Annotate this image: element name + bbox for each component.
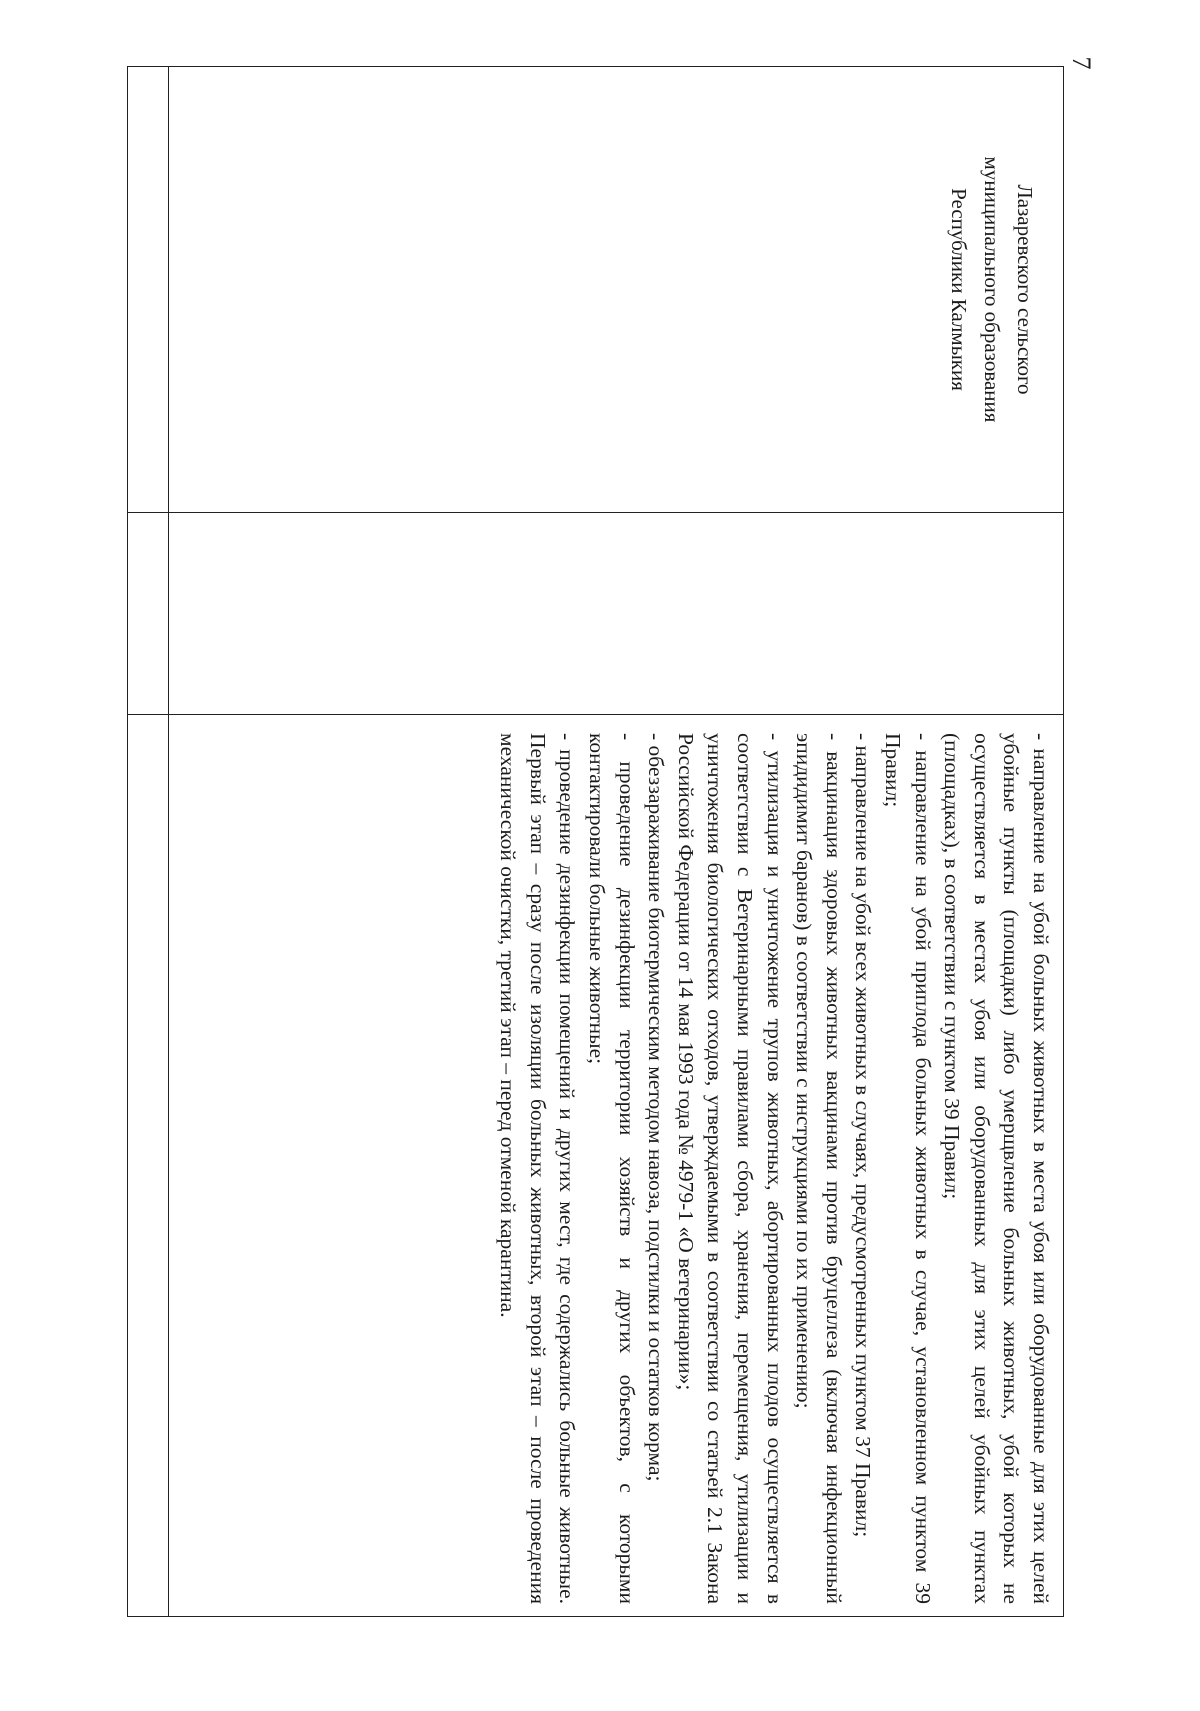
organization-line: Лазаревского сельского <box>1013 184 1037 395</box>
table-row <box>128 67 169 1617</box>
measures-table <box>127 66 1064 1617</box>
organization-cell <box>169 67 1064 513</box>
rotated-sheet <box>130 66 1064 1616</box>
empty-cell <box>128 67 169 513</box>
measure-item: - проведение дезинфекции помещений и других мест, где содержались больные животные. Первый этап – сразу после изоляции больных животных, второй этап – после проведения механической очистки, третий этап – перед отменой карантина. <box>496 733 580 1604</box>
measure-item: - обеззараживание биотермическим методом навоза, подстилки и остатков корма; <box>644 733 669 1482</box>
measure-item: - проведение дезинфекции территории хозяйств и других объектов, с которыми контактировали больные животные; <box>585 733 639 1604</box>
empty-cell <box>169 513 1064 715</box>
organization-block <box>942 67 1063 512</box>
measures-cell <box>169 715 1064 1617</box>
measure-item: - направление на убой больных животных в места убоя или оборудованные для этих целей убойные пункты (площадки) либо умерщвление больных животных, убой которых не осуществляется в местах убоя или оборудованных для этих целей убойных пунктах (площадках), в соответствии с пунктом 39 Правил; <box>940 733 1053 1604</box>
organization-line: муниципального образования <box>980 156 1004 423</box>
page-number: 7 <box>1067 56 1096 70</box>
measure-item: - направление на убой приплода больных животных в случае, установленном пунктом 39 Правил; <box>881 733 935 1604</box>
table-row <box>169 67 1064 1617</box>
measure-item: - направление на убой всех животных в случаях, предусмотренных пунктом 37 Правил; <box>851 733 876 1538</box>
organization-line: Республики Калмыкия <box>947 188 971 391</box>
empty-cell <box>128 715 169 1617</box>
measures-text <box>487 715 1063 1616</box>
measure-item: - вакцинация здоровых животных вакцинами против бруцеллеза (включая инфекционный эпидидимит баранов) в соответствии с инструкциями по их применению; <box>792 733 846 1604</box>
measure-item: - утилизация и уничтожение трупов животных, абортированных плодов осуществляется в соответствии с Ветеринарными правилами сбора, хранения, перемещения, утилизации и уничтожения биологических отходов, утверждаемыми в соответствии со статьей 2.1 Закона Российской Федерации от 14 мая 1993 года № 4979-1 «О ветеринарии»; <box>673 733 787 1604</box>
empty-cell <box>128 513 169 715</box>
